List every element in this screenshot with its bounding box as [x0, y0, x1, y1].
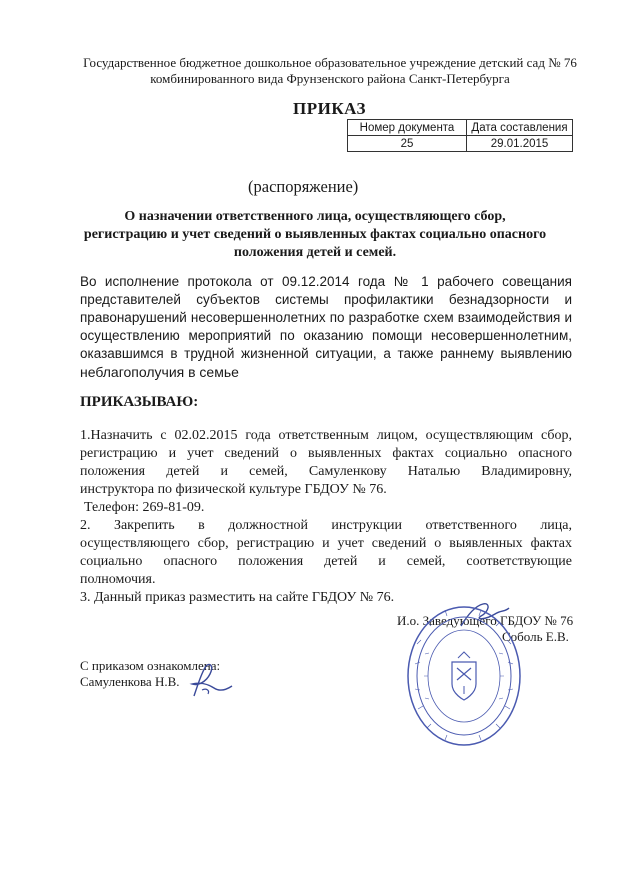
- meta-header-date: Дата составления: [467, 120, 573, 136]
- meta-header-number: Номер документа: [348, 120, 467, 136]
- phone-line: Телефон: 269-81-09.: [84, 500, 205, 515]
- document-meta-table: [347, 119, 573, 152]
- ack-line-1: С приказом ознакомлена:: [80, 658, 221, 673]
- signature-name: Соболь Е.В.: [502, 629, 569, 644]
- ack-signature-mark: [180, 660, 236, 700]
- preamble-line-1: Во исполнение протокола от 09.12.2014 года № 1 рабочего совещания: [80, 274, 572, 289]
- signature-position: И.о. Заведующего ГБДОУ № 76: [397, 613, 574, 628]
- item2-line-3: социально опасного положения детей и семей, соответствующие: [80, 554, 572, 569]
- meta-value-date: 29.01.2015: [467, 136, 573, 152]
- item1-line-3: положения детей и семей, Самуленкову Наталью Владимировну,: [80, 464, 572, 479]
- item2-line-2: осуществляющего сбор, регистрацию и учет сведений о выявленных фактах: [80, 536, 572, 551]
- item1-line-2: регистрацию и учет сведений о выявленных фактах социально опасного: [80, 446, 572, 461]
- org-name-line-2: комбинированного вида Фрунзенского района Санкт-Петербурга: [150, 71, 510, 86]
- heading-line-1: О назначении ответственного лица, осуществляющего сбор,: [124, 209, 506, 224]
- preamble-line-4: осуществлению мероприятий по оказанию помощи несовершеннолетним,: [80, 328, 572, 343]
- preamble-line-6: неблагополучия в семье: [80, 364, 239, 380]
- document-subtitle: (распоряжение): [248, 177, 359, 196]
- document-title: ПРИКАЗ: [293, 99, 366, 118]
- item2-line-1: 2. Закрепить в должностной инструкции ответственного лица,: [80, 518, 572, 533]
- meta-value-number: 25: [348, 136, 467, 152]
- item1-line-4: инструктора по физической культуре ГБДОУ № 76.: [80, 482, 387, 497]
- preamble-line-5: оказавшимся в трудной жизненной ситуации, а также раннему выявлению: [80, 346, 572, 361]
- ack-line-2: Самуленкова Н.В.: [80, 674, 180, 689]
- item3-line: 3. Данный приказ разместить на сайте ГБДОУ № 76.: [80, 590, 395, 605]
- item1-line-1: 1.Назначить с 02.02.2015 года ответственным лицом, осуществляющим сбор,: [80, 428, 572, 443]
- preamble-line-2: представителей субъектов системы профилактики безнадзорности и: [80, 292, 572, 307]
- official-stamp: [405, 604, 523, 749]
- org-name-line-1: Государственное бюджетное дошкольное образовательное учреждение детский сад № 76: [83, 55, 577, 70]
- order-word: ПРИКАЗЫВАЮ:: [80, 394, 199, 410]
- preamble-line-3: правонарушений несовершеннолетних по разработке схем взаимодействия и: [80, 310, 572, 325]
- heading-line-2: регистрацию и учет сведений о выявленных фактах социально опасного: [83, 227, 547, 242]
- item2-line-4: полномочия.: [80, 572, 156, 587]
- heading-line-3: положения детей и семей.: [233, 245, 397, 260]
